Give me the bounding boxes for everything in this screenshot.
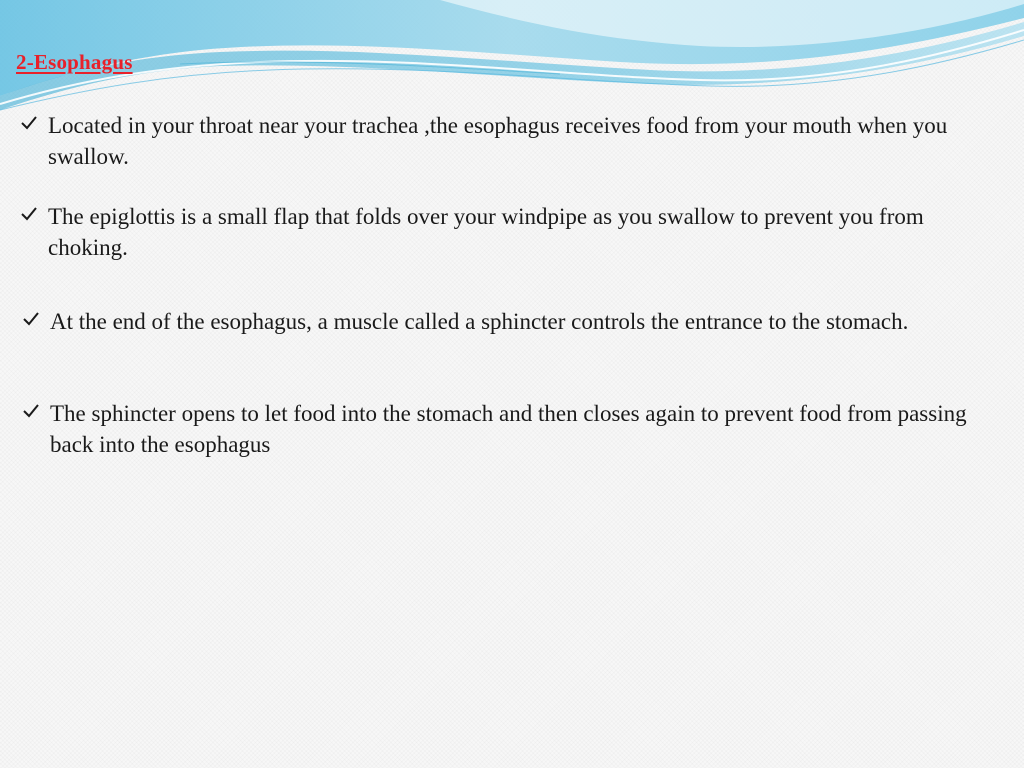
bullet-item <box>22 398 982 460</box>
bullet-text: At the end of the esophagus, a muscle called a sphincter controls the entrance to the stomach. <box>50 309 909 334</box>
checkmark-icon <box>22 402 40 420</box>
checkmark-icon <box>20 205 38 223</box>
header-wave-decoration <box>0 0 1024 120</box>
checkmark-icon <box>20 114 38 132</box>
bullet-item <box>22 306 982 337</box>
bullet-text: The sphincter opens to let food into the stomach and then closes again to prevent food from passing back into the esophagus <box>50 401 967 457</box>
checkmark-icon <box>22 310 40 328</box>
slide-title: 2-Esophagus <box>16 50 133 74</box>
bullet-item <box>20 201 980 263</box>
bullet-item <box>20 110 980 172</box>
bullet-text: Located in your throat near your trachea ,the esophagus receives food from your mouth when you swallow. <box>48 113 948 169</box>
bullet-text: The epiglottis is a small flap that folds over your windpipe as you swallow to prevent you from choking. <box>48 204 924 260</box>
